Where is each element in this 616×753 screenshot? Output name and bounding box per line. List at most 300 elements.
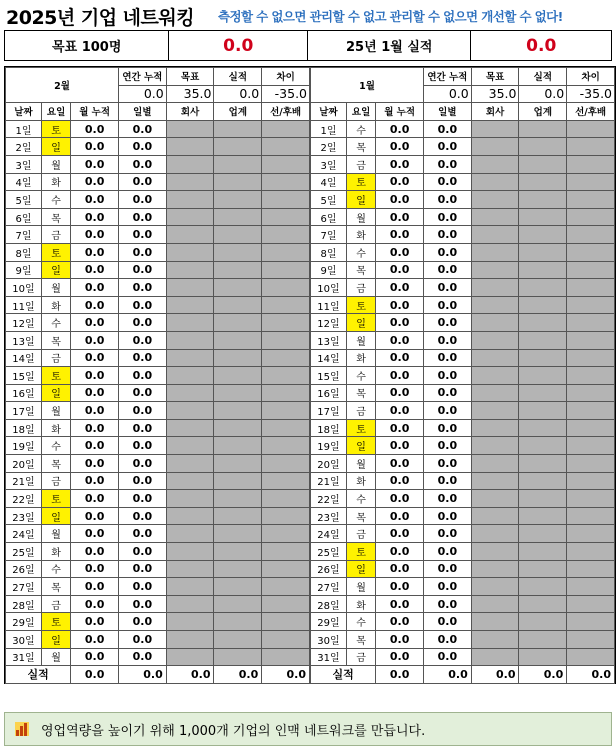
- daily-cell: 0.0: [423, 490, 471, 508]
- monthly-cumulative-cell: 0.0: [376, 419, 424, 437]
- company-input-cell[interactable]: [471, 525, 519, 543]
- weekday-cell: 금: [346, 155, 375, 173]
- senior-input-cell[interactable]: [567, 191, 615, 209]
- company-input-cell[interactable]: [166, 296, 214, 314]
- company-input-cell[interactable]: [166, 455, 214, 473]
- company-input-cell[interactable]: [471, 155, 519, 173]
- industry-input-cell[interactable]: [214, 490, 262, 508]
- company-input-cell[interactable]: [166, 613, 214, 631]
- daily-cell: 0.0: [118, 243, 166, 261]
- industry-input-cell[interactable]: [519, 261, 567, 279]
- industry-input-cell[interactable]: [519, 349, 567, 367]
- day-row: [311, 296, 615, 314]
- target-value[interactable]: 35.0: [166, 85, 214, 103]
- industry-input-cell[interactable]: [519, 631, 567, 649]
- senior-input-cell[interactable]: [262, 208, 310, 226]
- industry-input-cell[interactable]: [519, 560, 567, 578]
- footer-text: 영업역량을 높이기 위해 1,000개 기업의 인맥 네트워크를 만듭니다.: [41, 723, 426, 739]
- date-cell: 8일: [6, 243, 42, 261]
- senior-input-cell[interactable]: [567, 261, 615, 279]
- industry-input-cell[interactable]: [519, 578, 567, 596]
- company-input-cell[interactable]: [471, 631, 519, 649]
- senior-input-cell[interactable]: [262, 314, 310, 332]
- monthly-cumulative-cell: 0.0: [376, 155, 424, 173]
- industry-input-cell[interactable]: [214, 543, 262, 561]
- monthly-cumulative-cell: 0.0: [376, 349, 424, 367]
- senior-input-cell[interactable]: [567, 560, 615, 578]
- senior-input-cell[interactable]: [567, 243, 615, 261]
- date-cell: 10일: [6, 279, 42, 297]
- industry-input-cell[interactable]: [519, 419, 567, 437]
- senior-input-cell[interactable]: [567, 631, 615, 649]
- company-input-cell[interactable]: [471, 560, 519, 578]
- senior-input-cell[interactable]: [567, 331, 615, 349]
- monthly-cumulative-cell: 0.0: [71, 543, 119, 561]
- senior-input-cell[interactable]: [567, 578, 615, 596]
- daily-header: 일별: [118, 103, 166, 121]
- senior-input-cell[interactable]: [262, 578, 310, 596]
- senior-input-cell[interactable]: [262, 490, 310, 508]
- company-input-cell[interactable]: [471, 648, 519, 666]
- industry-input-cell[interactable]: [519, 331, 567, 349]
- industry-input-cell[interactable]: [214, 208, 262, 226]
- weekday-cell: 토: [41, 120, 70, 138]
- monthly-cumulative-cell: 0.0: [71, 243, 119, 261]
- industry-input-cell[interactable]: [214, 384, 262, 402]
- company-input-cell[interactable]: [166, 226, 214, 244]
- company-input-cell[interactable]: [471, 595, 519, 613]
- company-input-cell[interactable]: [471, 173, 519, 191]
- industry-input-cell[interactable]: [214, 120, 262, 138]
- industry-input-cell[interactable]: [519, 507, 567, 525]
- date-cell: 24일: [311, 525, 347, 543]
- weekday-cell: 화: [41, 419, 70, 437]
- company-input-cell[interactable]: [471, 472, 519, 490]
- senior-input-cell[interactable]: [262, 648, 310, 666]
- company-input-cell[interactable]: [166, 578, 214, 596]
- actual-label: 25년 1월 실적: [308, 31, 471, 60]
- weekday-cell: 일: [41, 138, 70, 156]
- company-input-cell[interactable]: [166, 155, 214, 173]
- daily-cell: 0.0: [118, 613, 166, 631]
- date-cell: 11일: [311, 296, 347, 314]
- senior-input-cell[interactable]: [262, 191, 310, 209]
- industry-input-cell[interactable]: [519, 648, 567, 666]
- daily-cell: 0.0: [423, 296, 471, 314]
- annual-value[interactable]: 0.0: [118, 85, 166, 103]
- day-row: [311, 631, 615, 649]
- monthly-cumulative-cell: 0.0: [376, 648, 424, 666]
- day-row: [311, 243, 615, 261]
- weekday-cell: 일: [41, 384, 70, 402]
- senior-input-cell[interactable]: [262, 525, 310, 543]
- industry-input-cell[interactable]: [214, 507, 262, 525]
- day-row: [6, 507, 310, 525]
- industry-input-cell[interactable]: [519, 226, 567, 244]
- senior-input-cell[interactable]: [567, 314, 615, 332]
- weekday-cell: 수: [346, 367, 375, 385]
- company-input-cell[interactable]: [471, 419, 519, 437]
- actual-value[interactable]: 0.0: [214, 85, 262, 103]
- total-value: 0.0: [423, 666, 471, 684]
- industry-input-cell[interactable]: [214, 296, 262, 314]
- industry-input-cell[interactable]: [519, 279, 567, 297]
- company-input-cell[interactable]: [166, 367, 214, 385]
- company-input-cell[interactable]: [166, 191, 214, 209]
- senior-input-cell[interactable]: [262, 261, 310, 279]
- industry-input-cell[interactable]: [214, 243, 262, 261]
- senior-input-cell[interactable]: [262, 543, 310, 561]
- senior-input-cell[interactable]: [262, 155, 310, 173]
- industry-input-cell[interactable]: [519, 138, 567, 156]
- senior-input-cell[interactable]: [262, 419, 310, 437]
- company-input-cell[interactable]: [471, 455, 519, 473]
- industry-input-cell[interactable]: [519, 437, 567, 455]
- daily-cell: 0.0: [118, 419, 166, 437]
- annual-label: 연간 누적: [118, 68, 166, 86]
- diff-value[interactable]: -35.0: [567, 85, 615, 103]
- company-input-cell[interactable]: [166, 120, 214, 138]
- day-row: [311, 367, 615, 385]
- daily-cell: 0.0: [423, 208, 471, 226]
- industry-input-cell[interactable]: [519, 296, 567, 314]
- day-row: [6, 120, 310, 138]
- industry-input-cell[interactable]: [519, 455, 567, 473]
- date-cell: 23일: [311, 507, 347, 525]
- company-input-cell[interactable]: [471, 349, 519, 367]
- senior-input-cell[interactable]: [567, 595, 615, 613]
- company-input-cell[interactable]: [471, 437, 519, 455]
- industry-input-cell[interactable]: [214, 191, 262, 209]
- day-row: [311, 331, 615, 349]
- senior-input-cell[interactable]: [567, 208, 615, 226]
- industry-input-cell[interactable]: [519, 120, 567, 138]
- industry-input-cell[interactable]: [214, 437, 262, 455]
- day-row: [311, 384, 615, 402]
- industry-input-cell[interactable]: [519, 173, 567, 191]
- senior-input-cell[interactable]: [567, 279, 615, 297]
- industry-input-cell[interactable]: [519, 243, 567, 261]
- company-input-cell[interactable]: [471, 191, 519, 209]
- weekday-cell: 일: [41, 631, 70, 649]
- monthly-cumulative-cell: 0.0: [376, 595, 424, 613]
- senior-input-cell[interactable]: [262, 173, 310, 191]
- industry-input-cell[interactable]: [214, 173, 262, 191]
- senior-input-cell[interactable]: [567, 349, 615, 367]
- senior-input-cell[interactable]: [567, 437, 615, 455]
- senior-input-cell[interactable]: [262, 631, 310, 649]
- monthly-cumulative-cell: 0.0: [71, 402, 119, 420]
- industry-input-cell[interactable]: [214, 402, 262, 420]
- date-cell: 21일: [6, 472, 42, 490]
- senior-header: 선/후배: [262, 103, 310, 121]
- industry-input-cell[interactable]: [214, 367, 262, 385]
- date-cell: 23일: [6, 507, 42, 525]
- company-input-cell[interactable]: [166, 490, 214, 508]
- company-input-cell[interactable]: [471, 226, 519, 244]
- senior-input-cell[interactable]: [567, 490, 615, 508]
- senior-input-cell[interactable]: [262, 138, 310, 156]
- senior-input-cell[interactable]: [262, 279, 310, 297]
- company-input-cell[interactable]: [166, 525, 214, 543]
- senior-input-cell[interactable]: [262, 472, 310, 490]
- date-cell: 14일: [6, 349, 42, 367]
- industry-input-cell[interactable]: [519, 314, 567, 332]
- day-row: [311, 279, 615, 297]
- senior-input-cell[interactable]: [567, 507, 615, 525]
- total-value: 0.0: [166, 666, 214, 684]
- weekday-cell: 금: [346, 525, 375, 543]
- day-row: [311, 138, 615, 156]
- senior-input-cell[interactable]: [567, 472, 615, 490]
- industry-header: 업계: [214, 103, 262, 121]
- monthly-cumulative-cell: 0.0: [376, 543, 424, 561]
- company-input-cell[interactable]: [471, 208, 519, 226]
- daily-cell: 0.0: [118, 173, 166, 191]
- day-row: [311, 437, 615, 455]
- weekday-cell: 화: [346, 595, 375, 613]
- date-cell: 26일: [6, 560, 42, 578]
- weekday-cell: 월: [41, 525, 70, 543]
- senior-input-cell[interactable]: [262, 595, 310, 613]
- daily-cell: 0.0: [118, 525, 166, 543]
- day-row: [311, 191, 615, 209]
- weekday-cell: 월: [41, 279, 70, 297]
- senior-input-cell[interactable]: [567, 419, 615, 437]
- company-input-cell[interactable]: [471, 367, 519, 385]
- title-row: [0, 0, 616, 30]
- senior-input-cell[interactable]: [262, 613, 310, 631]
- industry-input-cell[interactable]: [519, 613, 567, 631]
- senior-input-cell[interactable]: [262, 437, 310, 455]
- date-cell: 27일: [6, 578, 42, 596]
- senior-input-cell[interactable]: [567, 455, 615, 473]
- company-input-cell[interactable]: [166, 314, 214, 332]
- company-input-cell[interactable]: [471, 279, 519, 297]
- industry-input-cell[interactable]: [214, 648, 262, 666]
- company-input-cell[interactable]: [471, 543, 519, 561]
- senior-input-cell[interactable]: [262, 120, 310, 138]
- industry-input-cell[interactable]: [214, 279, 262, 297]
- industry-input-cell[interactable]: [214, 419, 262, 437]
- date-cell: 3일: [311, 155, 347, 173]
- industry-input-cell[interactable]: [214, 314, 262, 332]
- senior-input-cell[interactable]: [567, 367, 615, 385]
- date-header: 날짜: [311, 103, 347, 121]
- date-cell: 25일: [6, 543, 42, 561]
- company-input-cell[interactable]: [166, 138, 214, 156]
- industry-input-cell[interactable]: [214, 613, 262, 631]
- senior-input-cell[interactable]: [262, 296, 310, 314]
- monthly-cumulative-cell: 0.0: [71, 419, 119, 437]
- date-cell: 29일: [6, 613, 42, 631]
- date-cell: 12일: [6, 314, 42, 332]
- senior-input-cell[interactable]: [262, 226, 310, 244]
- industry-input-cell[interactable]: [519, 384, 567, 402]
- senior-input-cell[interactable]: [262, 367, 310, 385]
- senior-input-cell[interactable]: [567, 384, 615, 402]
- company-input-cell[interactable]: [166, 631, 214, 649]
- senior-input-cell[interactable]: [262, 349, 310, 367]
- weekday-cell: 일: [346, 437, 375, 455]
- daily-cell: 0.0: [118, 595, 166, 613]
- company-input-cell[interactable]: [166, 402, 214, 420]
- industry-input-cell[interactable]: [214, 138, 262, 156]
- industry-input-cell[interactable]: [519, 155, 567, 173]
- senior-input-cell[interactable]: [567, 226, 615, 244]
- company-input-cell[interactable]: [166, 279, 214, 297]
- monthly-cumulative-cell: 0.0: [71, 349, 119, 367]
- company-input-cell[interactable]: [471, 296, 519, 314]
- daily-cell: 0.0: [423, 648, 471, 666]
- senior-input-cell[interactable]: [567, 525, 615, 543]
- industry-input-cell[interactable]: [214, 331, 262, 349]
- company-input-cell[interactable]: [166, 472, 214, 490]
- weekday-cell: 목: [346, 261, 375, 279]
- company-input-cell[interactable]: [471, 402, 519, 420]
- company-input-cell[interactable]: [471, 490, 519, 508]
- company-input-cell[interactable]: [166, 243, 214, 261]
- actual-value[interactable]: 0.0: [519, 85, 567, 103]
- company-input-cell[interactable]: [166, 560, 214, 578]
- weekday-cell: 수: [41, 437, 70, 455]
- industry-input-cell[interactable]: [214, 472, 262, 490]
- industry-input-cell[interactable]: [214, 155, 262, 173]
- weekday-cell: 화: [346, 226, 375, 244]
- company-input-cell[interactable]: [471, 138, 519, 156]
- senior-input-cell[interactable]: [262, 455, 310, 473]
- industry-input-cell[interactable]: [519, 367, 567, 385]
- industry-input-cell[interactable]: [519, 595, 567, 613]
- actual-value[interactable]: 0.0: [526, 35, 557, 56]
- senior-input-cell[interactable]: [262, 384, 310, 402]
- industry-input-cell[interactable]: [519, 402, 567, 420]
- date-cell: 18일: [311, 419, 347, 437]
- industry-input-cell[interactable]: [214, 261, 262, 279]
- date-cell: 27일: [311, 578, 347, 596]
- company-input-cell[interactable]: [471, 507, 519, 525]
- company-input-cell[interactable]: [471, 578, 519, 596]
- daily-cell: 0.0: [118, 507, 166, 525]
- senior-input-cell[interactable]: [567, 648, 615, 666]
- company-input-cell[interactable]: [166, 507, 214, 525]
- daily-cell: 0.0: [423, 472, 471, 490]
- daily-cell: 0.0: [118, 402, 166, 420]
- senior-input-cell[interactable]: [262, 331, 310, 349]
- target-value[interactable]: 35.0: [471, 85, 519, 103]
- senior-input-cell[interactable]: [567, 138, 615, 156]
- company-input-cell[interactable]: [471, 384, 519, 402]
- company-input-cell[interactable]: [166, 331, 214, 349]
- industry-input-cell[interactable]: [519, 525, 567, 543]
- industry-input-cell[interactable]: [214, 226, 262, 244]
- senior-input-cell[interactable]: [567, 155, 615, 173]
- industry-input-cell[interactable]: [519, 472, 567, 490]
- industry-input-cell[interactable]: [214, 631, 262, 649]
- company-input-cell[interactable]: [166, 437, 214, 455]
- senior-input-cell[interactable]: [262, 243, 310, 261]
- day-row: [6, 155, 310, 173]
- weekday-cell: 월: [41, 402, 70, 420]
- diff-value[interactable]: -35.0: [262, 85, 310, 103]
- industry-input-cell[interactable]: [519, 490, 567, 508]
- industry-input-cell[interactable]: [214, 455, 262, 473]
- company-input-cell[interactable]: [166, 648, 214, 666]
- summary-bar: [4, 30, 612, 61]
- company-input-cell[interactable]: [471, 120, 519, 138]
- weekday-cell: 목: [41, 208, 70, 226]
- weekday-cell: 월: [346, 331, 375, 349]
- senior-input-cell[interactable]: [567, 402, 615, 420]
- daily-cell: 0.0: [423, 120, 471, 138]
- company-input-cell[interactable]: [166, 261, 214, 279]
- weekday-cell: 토: [346, 296, 375, 314]
- company-input-cell[interactable]: [471, 261, 519, 279]
- date-cell: 9일: [6, 261, 42, 279]
- senior-input-cell[interactable]: [567, 543, 615, 561]
- industry-input-cell[interactable]: [214, 595, 262, 613]
- monthly-cumulative-cell: 0.0: [376, 261, 424, 279]
- senior-input-cell[interactable]: [567, 613, 615, 631]
- industry-input-cell[interactable]: [214, 560, 262, 578]
- senior-input-cell[interactable]: [567, 173, 615, 191]
- company-input-cell[interactable]: [471, 331, 519, 349]
- industry-input-cell[interactable]: [519, 191, 567, 209]
- day-row: [311, 173, 615, 191]
- senior-input-cell[interactable]: [262, 560, 310, 578]
- company-input-cell[interactable]: [166, 208, 214, 226]
- company-input-cell[interactable]: [166, 595, 214, 613]
- industry-input-cell[interactable]: [214, 349, 262, 367]
- company-input-cell[interactable]: [471, 314, 519, 332]
- date-cell: 28일: [6, 595, 42, 613]
- industry-input-cell[interactable]: [214, 578, 262, 596]
- daily-cell: 0.0: [423, 191, 471, 209]
- senior-input-cell[interactable]: [262, 507, 310, 525]
- month-label: 2월: [6, 68, 119, 103]
- company-input-cell[interactable]: [166, 543, 214, 561]
- daily-cell: 0.0: [118, 578, 166, 596]
- monthly-cumulative-cell: 0.0: [71, 384, 119, 402]
- industry-input-cell[interactable]: [214, 525, 262, 543]
- month-panel-feb: [4, 66, 310, 684]
- date-cell: 3일: [6, 155, 42, 173]
- monthly-cumulative-cell: 0.0: [71, 331, 119, 349]
- monthly-cumulative-cell: 0.0: [376, 613, 424, 631]
- company-input-cell[interactable]: [471, 243, 519, 261]
- industry-input-cell[interactable]: [519, 208, 567, 226]
- target-value[interactable]: 0.0: [169, 31, 308, 60]
- company-input-cell[interactable]: [166, 384, 214, 402]
- company-input-cell[interactable]: [166, 349, 214, 367]
- total-row: [6, 666, 310, 684]
- day-row: [6, 437, 310, 455]
- monthly-cumulative-cell: 0.0: [71, 578, 119, 596]
- industry-input-cell[interactable]: [519, 543, 567, 561]
- company-input-cell[interactable]: [471, 613, 519, 631]
- annual-value[interactable]: 0.0: [423, 85, 471, 103]
- day-row: [311, 402, 615, 420]
- senior-input-cell[interactable]: [262, 402, 310, 420]
- daily-cell: 0.0: [118, 490, 166, 508]
- company-input-cell[interactable]: [166, 173, 214, 191]
- daily-cell: 0.0: [118, 543, 166, 561]
- senior-input-cell[interactable]: [567, 296, 615, 314]
- company-input-cell[interactable]: [166, 419, 214, 437]
- monthly-cumulative-cell: 0.0: [71, 613, 119, 631]
- senior-input-cell[interactable]: [567, 120, 615, 138]
- daily-cell: 0.0: [423, 173, 471, 191]
